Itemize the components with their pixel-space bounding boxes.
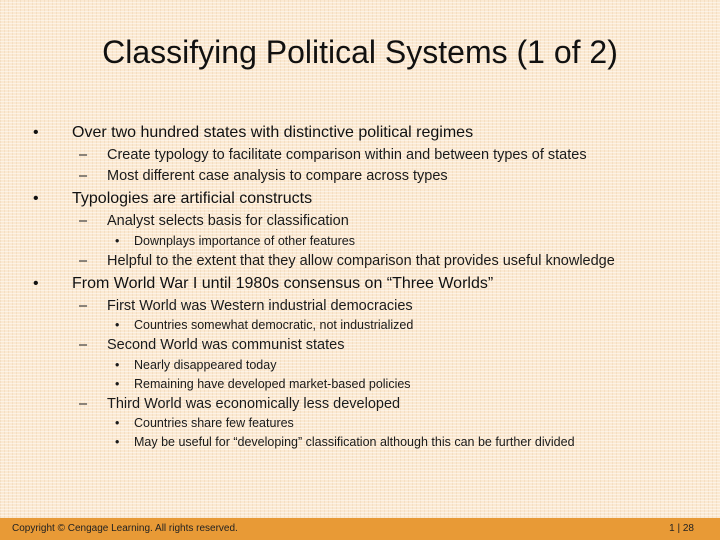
bullet-marker: • <box>115 416 120 430</box>
bullet-2-sub-2 <box>79 252 615 270</box>
bullet-marker: • <box>115 377 120 391</box>
bullet-1-text: Over two hundred states with distinctive political regimes <box>72 124 474 141</box>
bullet-3-sub-3-sub-1 <box>115 415 294 431</box>
dash-marker: – <box>79 337 88 353</box>
bullet-marker: • <box>33 124 39 141</box>
footer-bar <box>0 518 720 540</box>
bullet-marker: • <box>115 234 120 248</box>
bullet-2-sub-1-sub-1-text: Downplays importance of other features <box>134 234 355 248</box>
bullet-3-sub-2-text: Second World was communist states <box>107 337 345 353</box>
dash-marker: – <box>79 253 88 269</box>
bullet-3-text: From World War I until 1980s consensus on “Three Worlds” <box>72 275 494 292</box>
bullet-2-sub-2-text: Helpful to the extent that they allow comparison that provides useful knowledge <box>107 253 615 269</box>
dash-marker: – <box>79 396 88 412</box>
bullet-3-sub-1-sub-1 <box>115 317 414 333</box>
bullet-3-sub-3 <box>79 395 401 413</box>
bullet-3-sub-3-text: Third World was economically less developed <box>107 396 401 412</box>
bullet-marker: • <box>33 190 39 207</box>
bullet-1-sub-1-text: Create typology to facilitate comparison within and between types of states <box>107 147 587 163</box>
bullet-3 <box>33 274 494 294</box>
bullet-1-sub-1 <box>79 146 587 164</box>
bullet-3-sub-2-sub-2-text: Remaining have developed market-based policies <box>134 377 411 391</box>
bullet-2-text: Typologies are artificial constructs <box>72 190 313 207</box>
bullet-2-sub-1 <box>79 212 349 230</box>
bullet-1-sub-2 <box>79 167 448 185</box>
bullet-3-sub-1 <box>79 297 413 315</box>
bullet-3-sub-3-sub-2 <box>115 434 575 450</box>
dash-marker: – <box>79 213 88 229</box>
bullet-1-sub-2-text: Most different case analysis to compare across types <box>107 168 448 184</box>
bullet-3-sub-2-sub-1-text: Nearly disappeared today <box>134 358 277 372</box>
bullet-3-sub-3-sub-1-text: Countries share few features <box>134 416 294 430</box>
slide-title: Classifying Political Systems (1 of 2) <box>102 34 618 70</box>
bullet-1 <box>33 123 474 143</box>
dash-marker: – <box>79 147 88 163</box>
copyright-notice: Copyright © Cengage Learning. All rights reserved. <box>12 523 238 534</box>
bullet-marker: • <box>115 358 120 372</box>
bullet-marker: • <box>115 318 120 332</box>
bullet-2 <box>33 189 313 209</box>
page-number: 1 | 28 <box>669 523 694 534</box>
dash-marker: – <box>79 168 88 184</box>
bullet-3-sub-2 <box>79 336 345 354</box>
bullet-marker: • <box>33 275 39 292</box>
bullet-3-sub-1-sub-1-text: Countries somewhat democratic, not industrialized <box>134 318 414 332</box>
dash-marker: – <box>79 298 88 314</box>
bullet-3-sub-3-sub-2-text: May be useful for “developing” classification although this can be further divided <box>134 435 575 449</box>
bullet-3-sub-2-sub-1 <box>115 357 277 373</box>
bullet-3-sub-1-text: First World was Western industrial democracies <box>107 298 413 314</box>
bullet-marker: • <box>115 435 120 449</box>
bullet-2-sub-1-sub-1 <box>115 233 355 249</box>
bullet-2-sub-1-text: Analyst selects basis for classification <box>107 213 349 229</box>
bullet-3-sub-2-sub-2 <box>115 376 411 392</box>
